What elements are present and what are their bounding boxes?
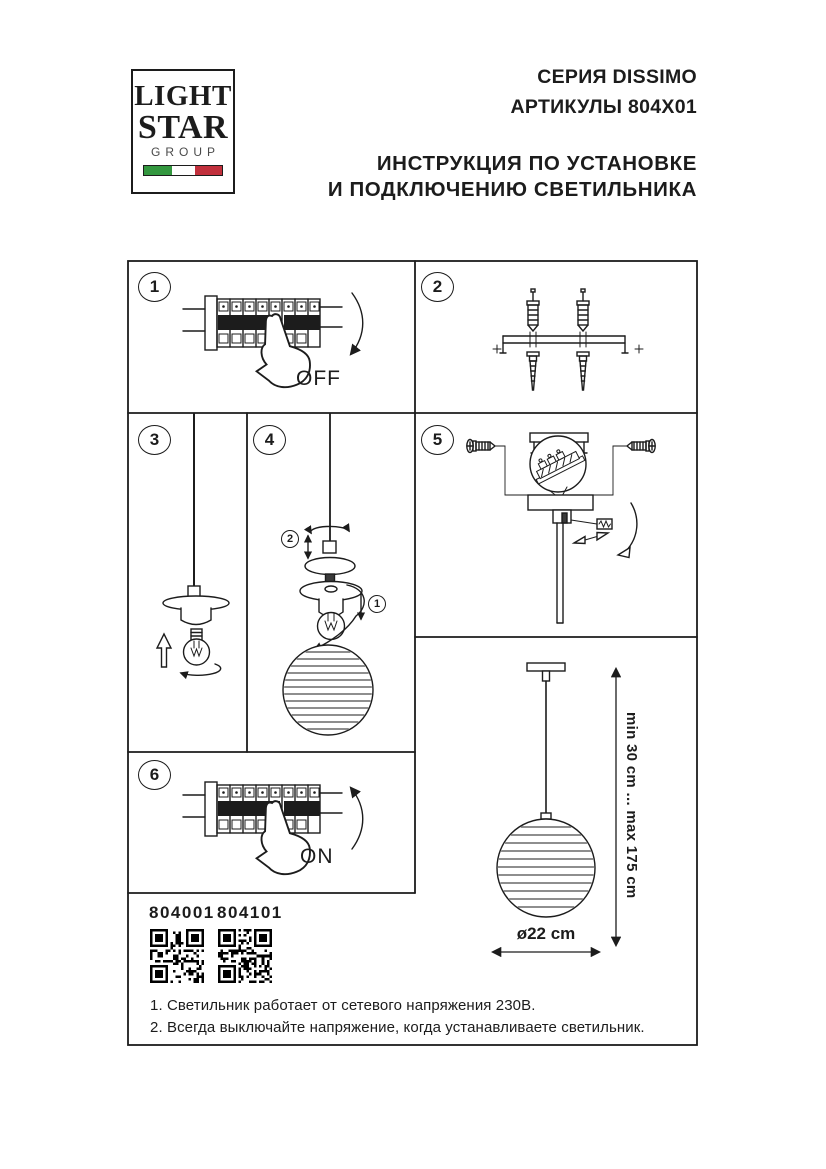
step-4-badge: 4 xyxy=(253,425,286,455)
logo-word-group: GROUP xyxy=(150,145,220,159)
article-code-804101: 804101 xyxy=(217,903,283,922)
diameter-label: ø22 cm xyxy=(516,924,576,943)
off-label: OFF xyxy=(296,367,341,390)
flag-white-segment xyxy=(173,166,194,175)
page-title-line1: ИНСТРУКЦИЯ ПО УСТАНОВКЕ xyxy=(376,152,697,175)
page-title-line2: И ПОДКЛЮЧЕНИЮ СВЕТИЛЬНИКА xyxy=(327,178,697,201)
substep-2-badge: 2 xyxy=(281,530,299,548)
series-name: СЕРИЯ DISSIMO xyxy=(537,66,697,88)
logo-word-star: STAR xyxy=(137,109,229,146)
logo-word-light: LIGHT xyxy=(134,80,232,112)
substep-1-badge: 1 xyxy=(368,595,386,613)
step4-globe-assembly-diagram xyxy=(282,414,374,735)
step-2-badge: 2 xyxy=(421,272,454,302)
flag-red-segment xyxy=(194,166,222,175)
article-numbers: АРТИКУЛЫ 804X01 xyxy=(510,96,697,118)
step2-bracket-diagram xyxy=(493,289,643,390)
step5-canopy-diagram xyxy=(467,433,655,623)
lightstar-logo xyxy=(131,69,235,194)
step-5-badge: 5 xyxy=(421,425,454,455)
on-label: ON xyxy=(300,845,334,868)
step6-breaker-on-diagram xyxy=(183,782,363,878)
pendant-dimension-drawing xyxy=(493,663,616,952)
italian-flag-bar xyxy=(143,165,223,176)
flag-green-segment xyxy=(144,166,173,175)
step-3-badge: 3 xyxy=(138,425,171,455)
qr-code-left xyxy=(150,929,204,983)
height-range-label: min 30 cm ... max 175 cm xyxy=(623,712,640,899)
note-voltage: 1. Светильник работает от сетевого напряжения 230В. xyxy=(150,997,536,1014)
article-code-804001: 804001 xyxy=(149,903,215,922)
document-header xyxy=(328,62,697,203)
note-safety: 2. Всегда выключайте напряжение, когда устанавливаете светильник. xyxy=(150,1019,645,1036)
panel-grid xyxy=(128,261,697,1045)
step-6-badge: 6 xyxy=(138,760,171,790)
step-1-badge: 1 xyxy=(138,272,171,302)
qr-code-right xyxy=(218,929,272,983)
step3-bulb-diagram xyxy=(157,414,229,675)
